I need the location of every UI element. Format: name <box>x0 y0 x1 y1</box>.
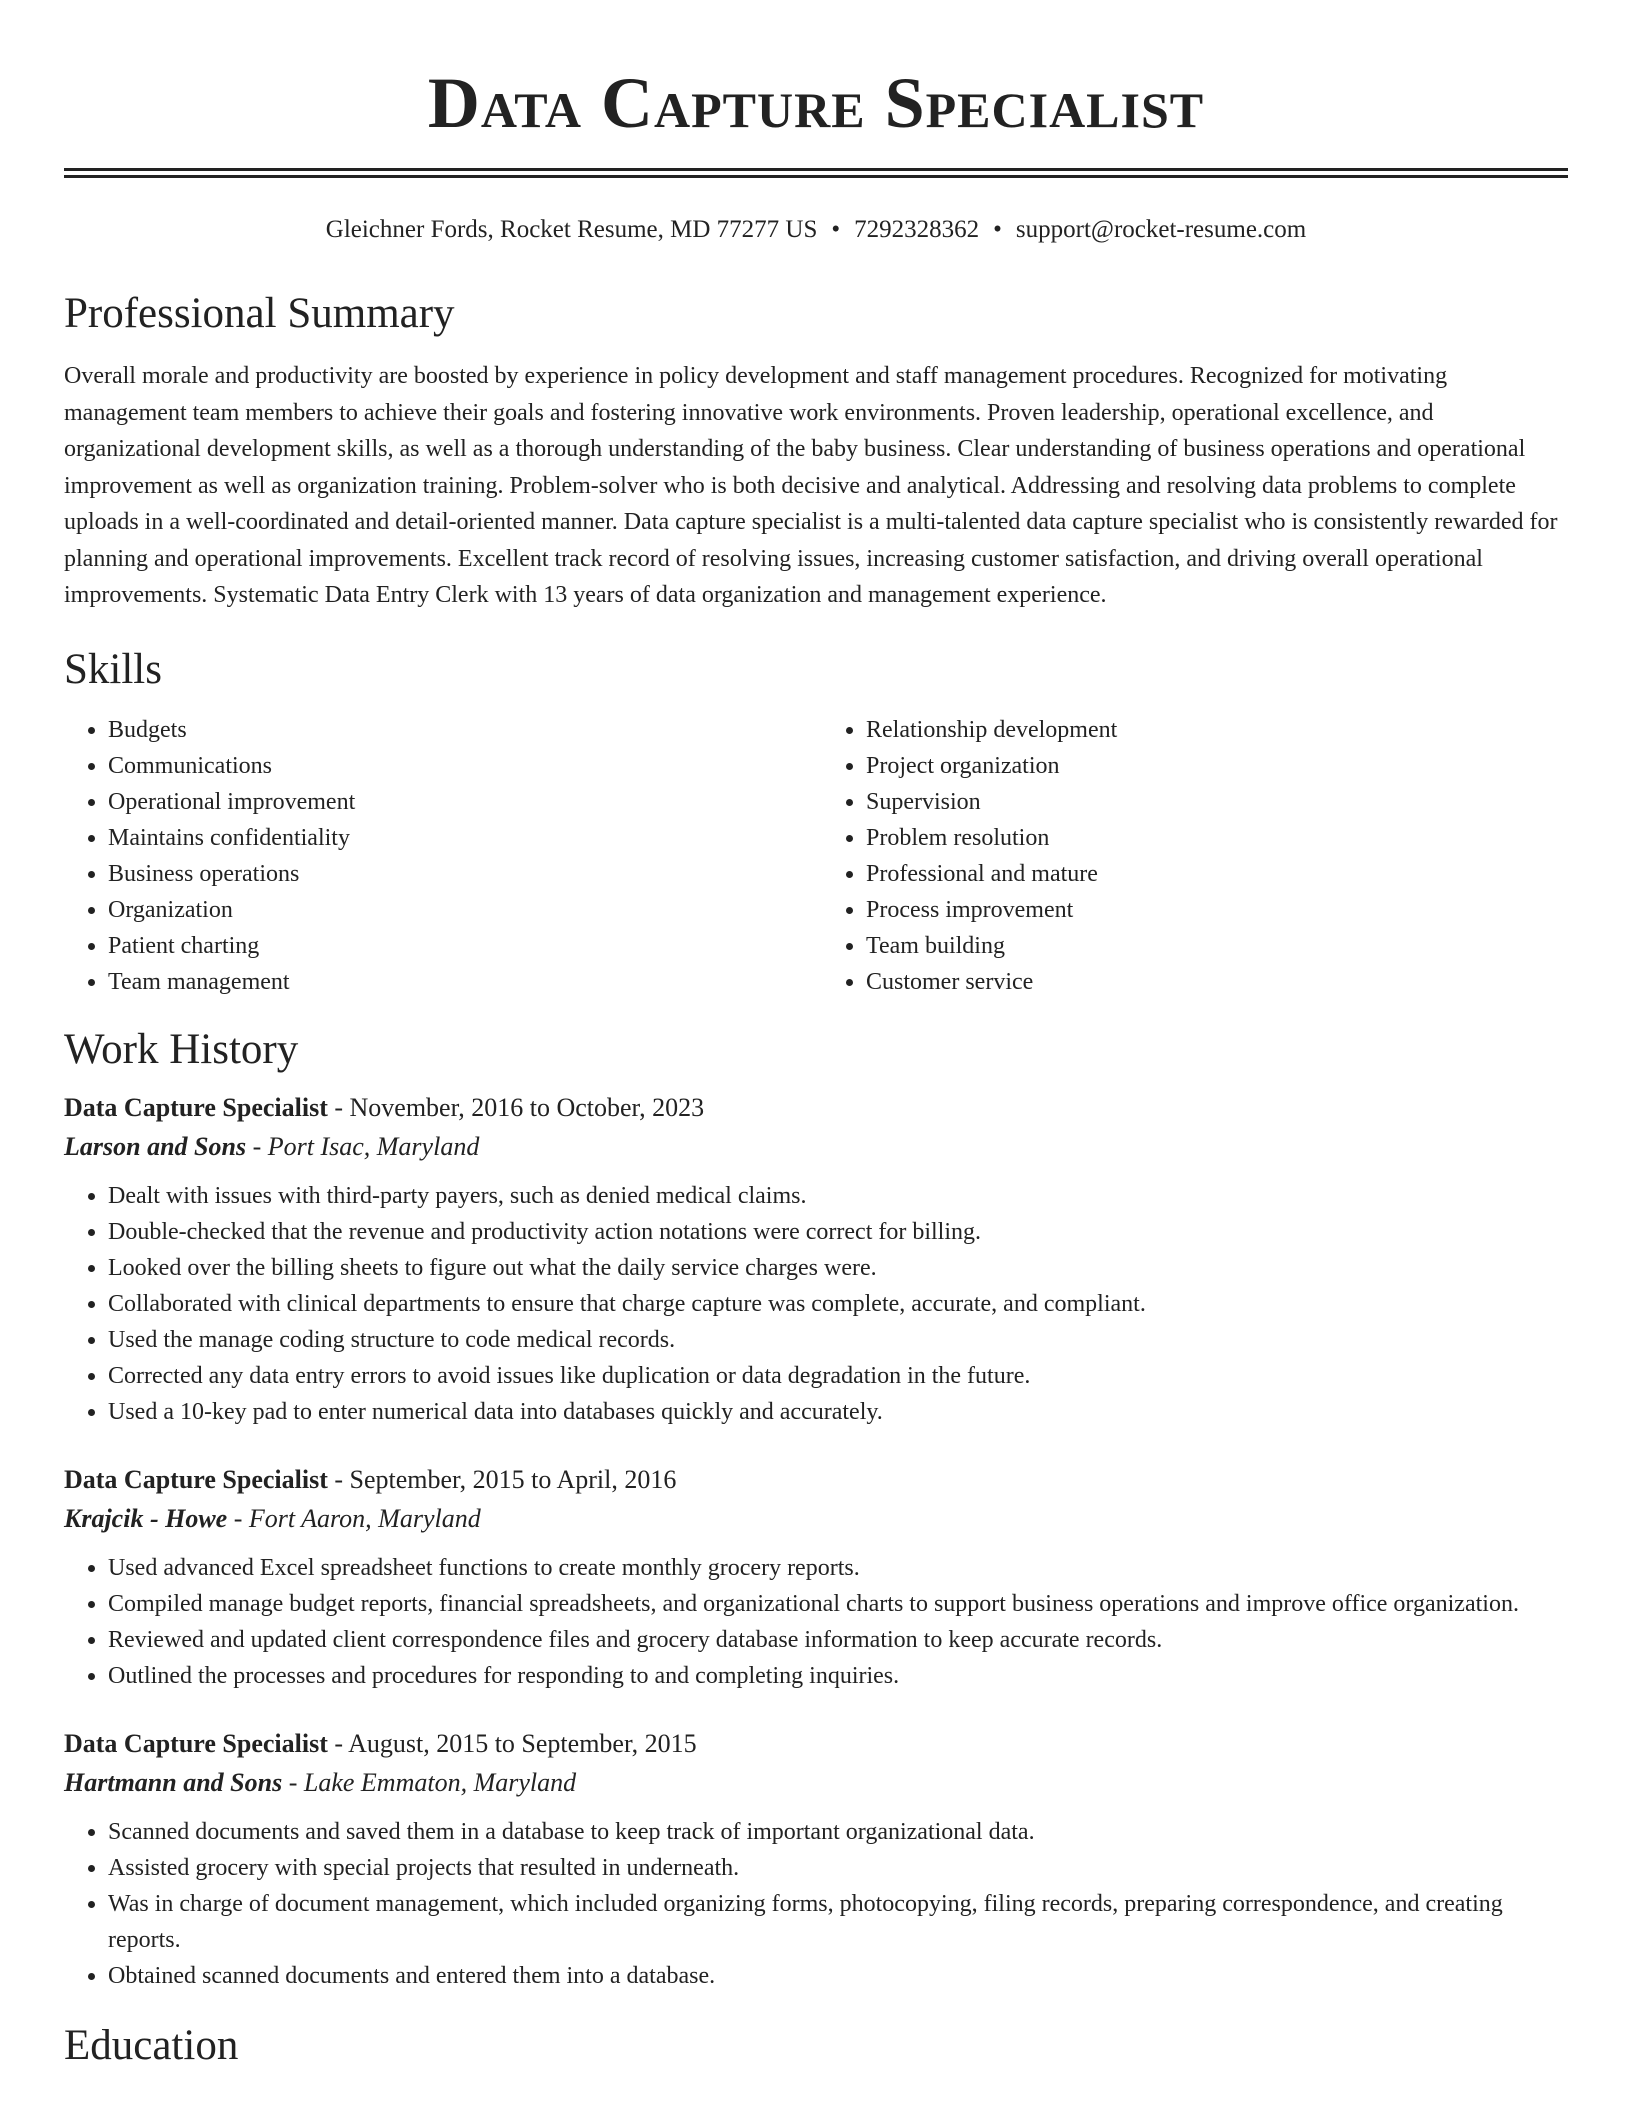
job-title-line <box>64 1724 1568 1763</box>
skills-column-left <box>64 712 810 1000</box>
job-company: Hartmann and Sons <box>64 1767 283 1797</box>
job-bullet: • Collaborated with clinical departments to ensure that charge capture was complete, accurate, and compliant. <box>108 1286 1568 1322</box>
title-double-rule <box>64 168 1568 178</box>
education-heading: Education <box>64 2021 239 2069</box>
job-location: - Port Isac, Maryland <box>246 1131 480 1161</box>
skill-item: • Operational improvement <box>108 784 810 820</box>
skill-item: • Project organization <box>866 748 1568 784</box>
job-bullet: • Obtained scanned documents and entered them into a database. <box>108 1958 1568 1994</box>
summary-heading: Professional Summary <box>64 290 455 337</box>
job-bullet: • Compiled manage budget reports, financial spreadsheets, and organizational charts to support business operations and improve office organization. <box>108 1586 1568 1622</box>
work-history-heading: Work History <box>64 1025 299 1073</box>
job-title-line <box>64 1460 1568 1499</box>
job-bullets <box>64 1178 1568 1430</box>
job-title: Data Capture Specialist <box>64 1464 328 1494</box>
job-company-line <box>64 1127 1568 1166</box>
job-entry <box>64 1724 1568 1994</box>
job-entry <box>64 1088 1568 1430</box>
skill-item: • Communications <box>108 748 810 784</box>
job-bullet: • Scanned documents and saved them in a database to keep track of important organizational data. <box>108 1814 1568 1850</box>
job-bullet: • Outlined the processes and procedures for responding to and completing inquiries. <box>108 1658 1568 1694</box>
job-bullet: • Assisted grocery with special projects that resulted in underneath. <box>108 1850 1568 1886</box>
job-company: Krajcik - Howe <box>64 1503 228 1533</box>
contact-email[interactable]: support@rocket-resume.com <box>1015 216 1307 243</box>
skill-item: • Team building <box>866 928 1568 964</box>
job-bullet: • Reviewed and updated client correspondence files and grocery database information to keep accurate records. <box>108 1622 1568 1658</box>
skill-item: • Budgets <box>108 712 810 748</box>
skill-item: • Process improvement <box>866 892 1568 928</box>
summary-text: Overall morale and productivity are boosted by experience in policy development and staff management procedures. Recognized for motivating management team members to achieve their goals and fostering innovative work environments. Proven leadership, operational excellence, and organizational development skills, as well as a thorough understanding of the baby business. Clear understanding of business operations and operational improvement as well as organization training. Problem-solver who is both decisive and analytical. Addressing and resolving data problems to complete uploads in a well-coordinated and detail-oriented manner. Data capture specialist is a multi-talented data capture specialist who is consistently rewarded for planning and operational improvements. Excellent track record of resolving issues, increasing customer satisfaction, and driving overall operational improvements. Systematic Data Entry Clerk with 13 years of data organization and management experience. <box>64 363 1558 608</box>
skill-item: • Business operations <box>108 856 810 892</box>
job-bullet: • Used the manage coding structure to code medical records. <box>108 1322 1568 1358</box>
job-location: - Lake Emmaton, Maryland <box>282 1767 577 1797</box>
job-company: Larson and Sons <box>64 1131 247 1161</box>
job-title-line <box>64 1088 1568 1127</box>
job-bullet: • Dealt with issues with third-party payers, such as denied medical claims. <box>108 1178 1568 1214</box>
job-location: - Fort Aaron, Maryland <box>227 1503 481 1533</box>
skill-item: • Professional and mature <box>866 856 1568 892</box>
job-bullet: • Looked over the billing sheets to figure out what the daily service charges were. <box>108 1250 1568 1286</box>
job-dates: - November, 2016 to October, 2023 <box>327 1092 705 1122</box>
job-bullet: • Double-checked that the revenue and productivity action notations were correct for billing. <box>108 1214 1568 1250</box>
job-dates: - September, 2015 to April, 2016 <box>327 1464 677 1494</box>
job-bullets <box>64 1814 1568 1994</box>
skill-item: • Patient charting <box>108 928 810 964</box>
skill-item: • Team management <box>108 964 810 1000</box>
job-dates: - August, 2015 to September, 2015 <box>327 1728 697 1758</box>
resume-title: Data Capture Specialist <box>427 63 1205 143</box>
contact-phone[interactable]: 7292328362 <box>854 216 980 243</box>
job-bullet: • Corrected any data entry errors to avoid issues like duplication or data degradation in the future. <box>108 1358 1568 1394</box>
contact-line <box>64 214 1568 246</box>
skill-item: • Organization <box>108 892 810 928</box>
resume-page <box>64 0 1568 2072</box>
job-entry <box>64 1460 1568 1694</box>
job-bullet: • Used advanced Excel spreadsheet functions to create monthly grocery reports. <box>108 1550 1568 1586</box>
skills-column-right <box>810 712 1568 1000</box>
skill-item: • Relationship development <box>866 712 1568 748</box>
skill-item: • Problem resolution <box>866 820 1568 856</box>
skills-heading: Skills <box>64 645 162 693</box>
job-title: Data Capture Specialist <box>64 1092 328 1122</box>
contact-separator: • <box>831 216 841 243</box>
skill-item: • Maintains confidentiality <box>108 820 810 856</box>
job-title: Data Capture Specialist <box>64 1728 328 1758</box>
skills-list <box>64 712 1568 1000</box>
job-bullet: • Was in charge of document management, which included organizing forms, photocopying, filing records, preparing correspondence, and creating reports. <box>108 1886 1568 1958</box>
job-bullet: • Used a 10-key pad to enter numerical data into databases quickly and accurately. <box>108 1394 1568 1430</box>
job-company-line <box>64 1763 1568 1802</box>
contact-separator: • <box>993 216 1002 243</box>
skill-item: • Supervision <box>866 784 1568 820</box>
job-company-line <box>64 1499 1568 1538</box>
job-bullets <box>64 1550 1568 1694</box>
skill-item: • Customer service <box>866 964 1568 1000</box>
contact-address: Gleichner Fords, Rocket Resume, MD 77277 US <box>325 216 818 243</box>
